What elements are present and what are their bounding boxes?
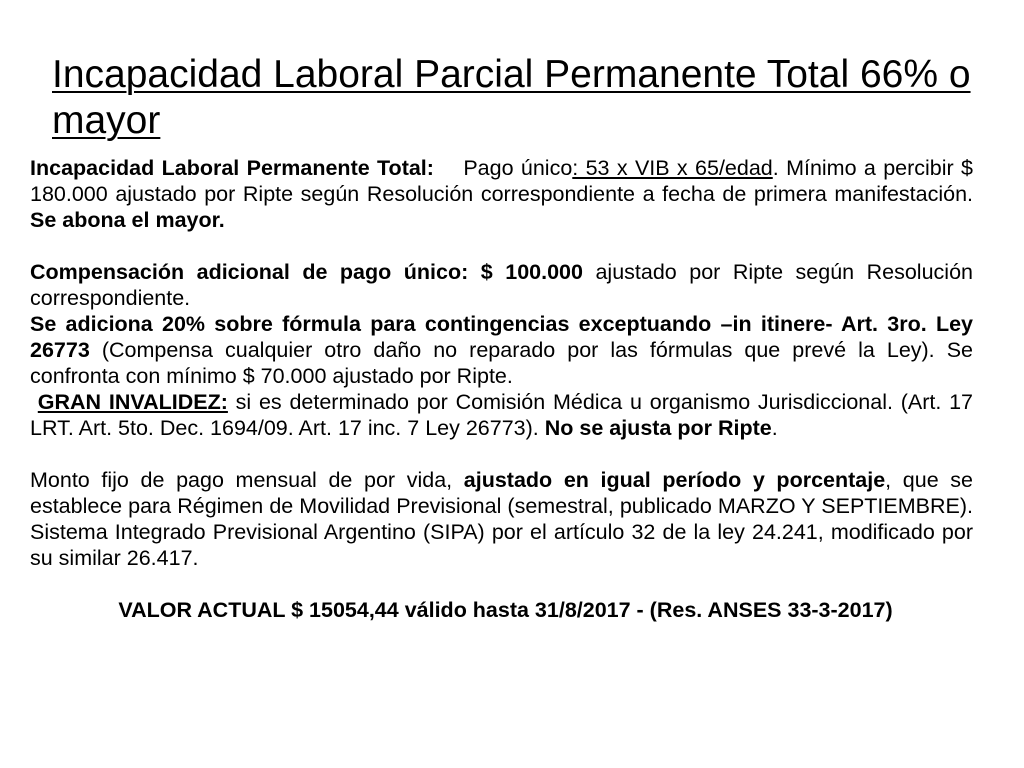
se-abona-text: Se abona el mayor. — [30, 208, 225, 232]
no-ajusta-text: No se ajusta por Ripte — [544, 416, 772, 440]
compensacion-label: Compensación adicional de pago único: $ 100.000 — [30, 260, 583, 284]
ajustado-bold-text: ajustado en igual período y porcentaje — [463, 468, 886, 492]
paragraph-monto-fijo — [30, 467, 973, 571]
slide-body — [30, 155, 973, 623]
valor-actual: VALOR ACTUAL $ 15054,44 válido hasta 31/8/2017 - (Res. ANSES 33-3-2017) — [118, 598, 893, 622]
gran-invalidez-text: si es determinado por Comisión Médica u organismo Jurisdiccional. (Art. 17 LRT. Art. 5to. Dec. 1694/09. Art. 17 inc. 7 Ley 26773). — [30, 390, 974, 440]
incapacidad-total-label: Incapacidad Laboral Permanente Total: — [30, 156, 434, 180]
pago-unico-text: Pago único — [463, 156, 573, 180]
minimo-text: . Mínimo a percibir $ 180.000 ajustado por Ripte según Resolución correspondiente a fecha de primera manifestación. — [30, 156, 973, 206]
paragraph-incapacidad-total — [30, 155, 973, 233]
paragraph-gran-invalidez — [30, 389, 973, 441]
gran-invalidez-end: . — [771, 416, 778, 440]
adicional-bold-text: Se adiciona 20% sobre fórmula para contingencias exceptuando –in itinere- Art. 3ro. Ley 26773 — [30, 312, 973, 362]
paragraph-adicional — [30, 311, 973, 389]
adicional-text: (Compensa cualquier otro daño no reparado por las fórmulas que prevé la Ley). Se confronta con mínimo $ 70.000 ajustado por Ripte. — [30, 338, 973, 388]
spacer — [30, 441, 973, 467]
formula-text: : 53 x VIB x 65/edad — [572, 156, 773, 180]
compensacion-text: ajustado por Ripte según Resolución correspondiente. — [30, 260, 973, 310]
monto-fijo-text: Monto fijo de pago mensual de por vida, — [30, 468, 464, 492]
paragraph-compensacion — [30, 259, 973, 311]
monto-fijo-rest: , que se establece para Régimen de Movilidad Previsional (semestral, publicado MARZO Y SEPTIEMBRE). Sistema Integrado Previsional Argentino (SIPA) por el artículo 32 de la ley 24.241, modificado por su similar 26.417. — [30, 468, 974, 570]
gran-invalidez-label: GRAN INVALIDEZ: — [37, 390, 228, 414]
slide-title: Incapacidad Laboral Parcial Permanente Total 66% o mayor — [52, 53, 971, 142]
spacer — [30, 233, 973, 259]
